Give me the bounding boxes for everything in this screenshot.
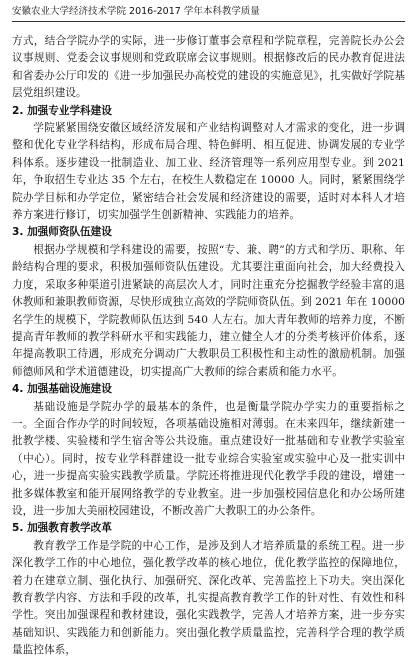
section-heading-discipline: 2. 加强专业学科建设: [12, 104, 112, 117]
section-text-faculty: 根据办学规模和学科建设的需要，按照“专、兼、聘”的方式和学历、职称、年龄结构合理的要求，积极加强师资队伍建设。尤其要注重面向社会，加大经费投入力度，采取多种渠道引进紧缺的高层次人才，同时注重充分挖掘教学经验丰富的退休教师和兼职教师资源，尽快形成独立高效的学院师资队伍。到 2021 年在 10000 名学生的规模下，学院教师队伍达到 540 人左右。加大青年教师的培养力度，不断提高青年教师的教学科研水平和实践能力，建立健全人才的分类考核评价体系，逐年提高教职工待遇，形成充分调动广大教职员工积极性和主动性的激励机制。加强师德师风和学术道德建设，切实提高广大教师的综合素质和能力水平。: [12, 243, 405, 378]
section-text-infrastructure: 基础设施是学院办学的最基本的条件，也是衡量学院办学实力的重要指标之一。全面合作办学的时间较短，各项基础设施相对薄弱。在未来四年，继续新建一批教学楼、实验楼和学生宿舍等公共设施。重点建设好一批基础和专业教学实验室（中心）。同时，按专业学科群建设一批专业综合实验室或实验中心及一批实训中心，进一步提高实验实践教学质量。学院还将推进现代化教学手段的建设，增建一批多媒体教室和能开展网络教学的专业教室。进一步加强校园信息化和办公场所建设，进一步加大美丽校园建设，不断改善广大教职工的办公条件。: [12, 400, 405, 517]
section-text-teaching-reform: 教育教学工作是学院的中心工作，是涉及到人才培养质量的系统工程。进一步深化教学工作的中心地位，强化教学改革的核心地位，优化教学监控的保障地位，着力在建章立制、强化执行、加强研究、深化改革、完善监控上下功夫。突出深化教育教学内容、方法和手段的改革，扎实提高教育教学工作的针对性、有效性和科学性。突出加强课程和教材建设，强化实践教学，完善人才培养方案，进一步夯实基础知识、实践能力和创新能力。突出强化教学质量监控，完善科学合理的教学质量监控体系，: [12, 539, 405, 657]
section-heading-infrastructure: 4. 加强基础设施建设: [12, 383, 112, 396]
running-header: 安徽农业大学经济技术学院 2016-2017 学年本科教学质量: [12, 0, 405, 22]
section-text-discipline: 学院紧紧围绕安徽区域经济发展和产业结构调整对人才需求的变化，进一步调整和优化专业学科结构，形成布局合理、特色鲜明、相互促进、协调发展的专业学科体系。逐步建设一批制造业、加工业、经济管理等一系列应用型专业。到 2021 年，争取招生专业达 35 个左右，在校生人数稳定在 10000 人。同时，紧紧围绕学院办学目标和办学定位，紧密结合社会发展和经济建设的需要，适时对本科人才培养方案进行修订，切实加强学生创新精神、实践能力的培养。: [12, 122, 405, 222]
page-content: [12, 22, 405, 660]
section-heading-faculty: 3. 加强师资队伍建设: [12, 226, 112, 239]
intro-paragraph: 方式，结合学院办学的实际，进一步修订董事会章程和学院章程，完善院长办公会议事规则、党委会议事规则和党政联席会议事规则。根据修改后的民办教育促进法和省委办公厅印发的《进一步加强民办高校党的建设的实施意见》，扎实做好学院基层党组织建设。: [12, 35, 405, 100]
section-heading-teaching-reform: 5. 加强教育教学改革: [12, 522, 112, 535]
